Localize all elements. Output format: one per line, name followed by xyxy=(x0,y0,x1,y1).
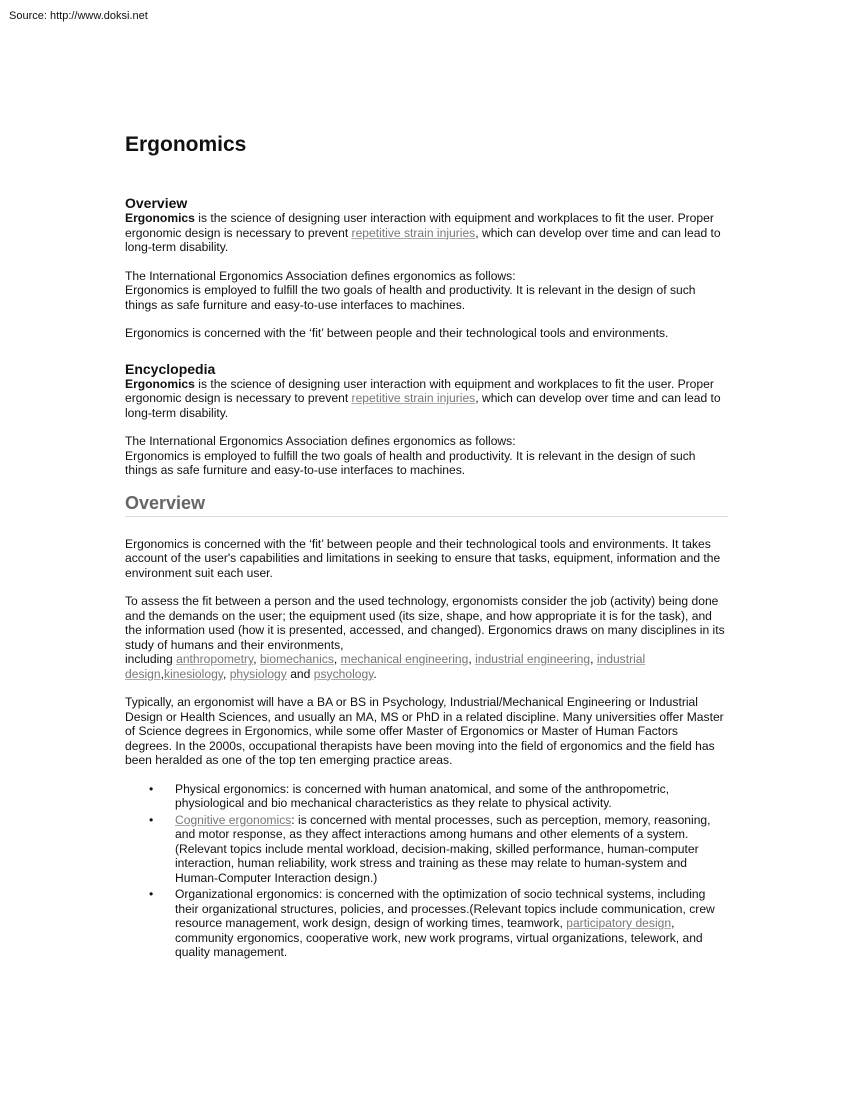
link-industrial-design[interactable]: industrial design xyxy=(125,652,646,681)
link-physiology[interactable]: physiology xyxy=(229,666,287,681)
encyclopedia-heading: Encyclopedia xyxy=(125,360,216,377)
overview-paragraph-2: The International Ergonomics Association defines ergonomics as follows: Ergonomics is employed to fulfill the two goals of health and productivity. It is relevant in the design of such things as safe furniture and easy-to-use interfaces to machines. xyxy=(125,268,696,312)
link-participatory-design[interactable]: participatory design xyxy=(566,916,672,930)
encyclopedia-paragraph-2: The International Ergonomics Association defines ergonomics as follows: Ergonomics is employed to fulfill the two goals of health and productivity. It is relevant in the design of such things as safe furniture and easy-to-use interfaces to machines. xyxy=(125,434,696,477)
bullet-icon: • xyxy=(149,781,154,796)
page-title: Ergonomics xyxy=(125,133,247,156)
link-biomechanics[interactable]: biomechanics xyxy=(259,652,334,666)
link-mechanical-engineering[interactable]: mechanical engineering xyxy=(340,652,469,666)
overview-section-heading: Overview xyxy=(125,492,728,517)
source-label: Source: http://www.doksi.net xyxy=(9,10,148,22)
link-anthropometry[interactable]: anthropometry xyxy=(176,652,254,666)
overview-paragraph-1: Ergonomics is the science of designing user interaction with equipment and workplaces to fit the user. Proper ergonomic design is necessary to prevent repetitive strain injuries, which can develop over time and can lead to long-term disability. xyxy=(125,211,721,254)
bullet-icon: • xyxy=(149,887,154,901)
link-industrial-engineering[interactable]: industrial engineering xyxy=(475,652,591,666)
term-bold: Ergonomics xyxy=(125,376,195,391)
section-paragraph-3: Typically, an ergonomist will have a BA or BS in Psychology, Industrial/Mechanical Engineering or Industrial Design or Health Sciences, and usually an MA, MS or PhD in a related discipline. Many universities offer Master of Science degrees in Ergonomics, while some offer Master of Ergonomics or Master of Human Factors degrees. In the 2000s, occupational therapists have been moving into the field of ergonomics and the field has been heralded as one of the top ten emerging practice areas. xyxy=(125,695,724,767)
section-paragraph-2: To assess the fit between a person and the used technology, ergonomists consider the job (activity) being done and the demands on the user; the equipment used (its size, shape, and how appropriate it is for the task), and the information used (how it is presented, accessed, and changed). Ergonomics draws on many disciplines in its study of humans and their environments, including anthropometry, biomechanics, mechanical engineering, industrial engineering, industrial design,kinesiology, physiology and psychology. xyxy=(125,594,725,681)
link-cognitive-ergonomics[interactable]: Cognitive ergonomics xyxy=(175,812,292,827)
ergonomics-types-list xyxy=(125,782,728,960)
link-repetitive-strain-injuries[interactable]: repetitive strain injuries xyxy=(351,391,476,405)
link-kinesiology[interactable]: kinesiology xyxy=(164,666,223,681)
link-psychology[interactable]: psychology xyxy=(313,666,374,681)
list-item: • Organizational ergonomics: is concerned with the optimization of socio technical systems, including their organizational structures, policies, and processes.(Relevant topics include communication, crew resource management, work design, design of working times, teamwork, participatory design, community ergonomics, cooperative work, new work programs, virtual organizations, telework, and quality management. xyxy=(149,887,715,959)
list-item: • Physical ergonomics: is concerned with human anatomical, and some of the anthropometric, physiological and bio mechanical characteristics as they relate to physical activity. xyxy=(149,781,670,810)
term-bold: Ergonomics xyxy=(125,211,195,225)
link-repetitive-strain-injuries[interactable]: repetitive strain injuries xyxy=(351,225,476,240)
encyclopedia-paragraph-1: Ergonomics is the science of designing user interaction with equipment and workplaces to fit the user. Proper ergonomic design is necessary to prevent repetitive strain injuries, which can develop over time and can lead to long-term disability. xyxy=(125,376,721,420)
list-item: • Cognitive ergonomics: is concerned with mental processes, such as perception, memory, reasoning, and motor response, as they affect interactions among humans and other elements of a system. (Relevant topics include mental workload, decision-making, skilled performance, human-computer interaction, human reliability, work stress and training as these may relate to human-system and Human-Computer Interaction design.) xyxy=(149,812,711,885)
overview-paragraph-3: Ergonomics is concerned with the ‘fit’ between people and their technological tools and environments. xyxy=(125,326,669,340)
section-paragraph-1: Ergonomics is concerned with the ‘fit’ between people and their technological tools and environments. It takes account of the user's capabilities and limitations in seeking to ensure that tasks, equipment, information and the environment suit each user. xyxy=(125,536,721,580)
bullet-icon: • xyxy=(149,812,154,827)
overview-heading: Overview xyxy=(125,195,188,211)
document-body xyxy=(125,132,728,962)
